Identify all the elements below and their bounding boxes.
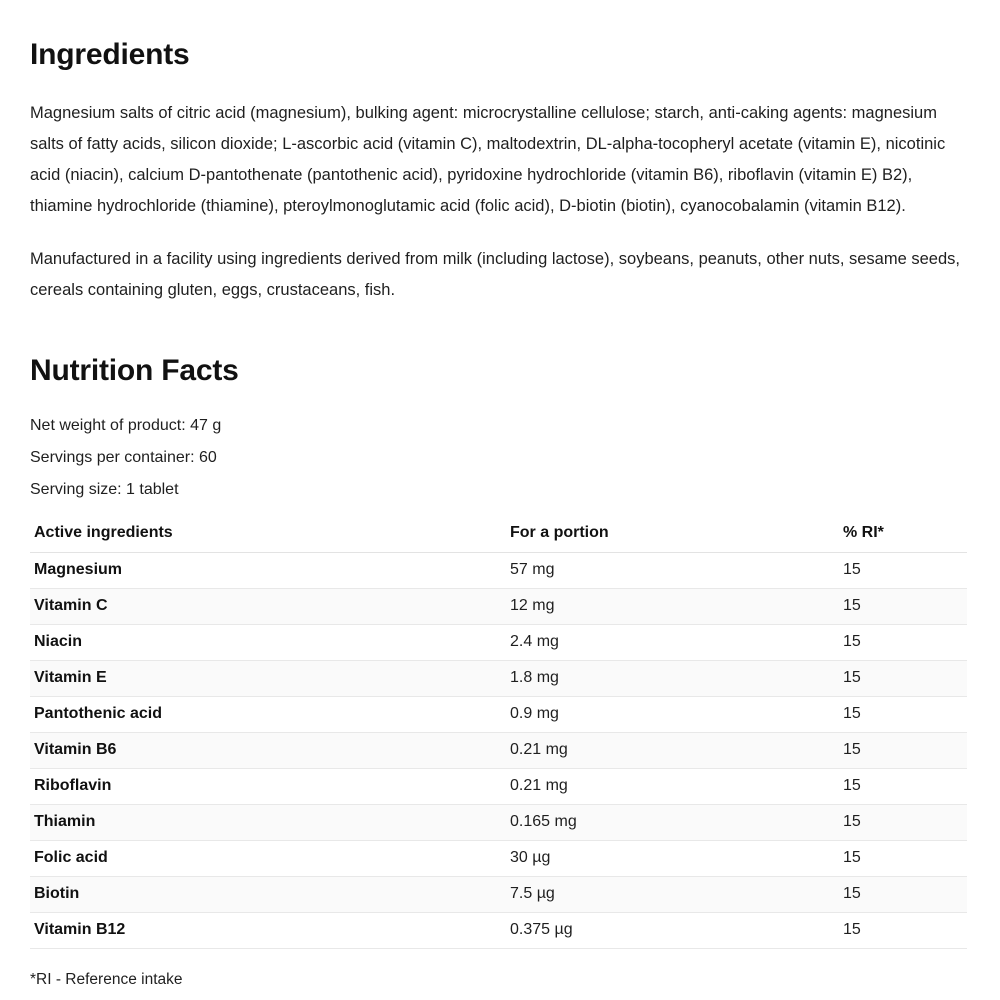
row-ingredient-name: Riboflavin bbox=[30, 769, 506, 805]
serving-size-line: Serving size: 1 tablet bbox=[30, 481, 179, 498]
table-row bbox=[30, 841, 967, 877]
row-ri-value: 15 bbox=[839, 661, 967, 697]
column-header-ri: % RI* bbox=[839, 518, 967, 553]
net-weight-line: Net weight of product: 47 g bbox=[30, 417, 222, 434]
row-portion-value: 2.4 mg bbox=[506, 625, 839, 661]
row-ingredient-name: Vitamin C bbox=[30, 589, 506, 625]
table-row bbox=[30, 913, 967, 949]
row-portion-value: 30 µg bbox=[506, 841, 839, 877]
table-row bbox=[30, 733, 967, 769]
row-ingredient-name: Vitamin B6 bbox=[30, 733, 506, 769]
table-row bbox=[30, 805, 967, 841]
row-ri-value: 15 bbox=[839, 805, 967, 841]
table-row bbox=[30, 625, 967, 661]
table-row bbox=[30, 769, 967, 805]
row-portion-value: 7.5 µg bbox=[506, 877, 839, 913]
row-ingredient-name: Folic acid bbox=[30, 841, 506, 877]
row-ri-value: 15 bbox=[839, 589, 967, 625]
row-ingredient-name: Vitamin B12 bbox=[30, 913, 506, 949]
row-portion-value: 0.9 mg bbox=[506, 697, 839, 733]
row-portion-value: 0.165 mg bbox=[506, 805, 839, 841]
ingredients-paragraph: Magnesium salts of citric acid (magnesium), bulking agent: microcrystalline cellulose; starch, anti-caking agents: magnesium salts of fatty acids, silicon dioxide; L-ascorbic acid (vitamin C), maltodextrin, DL-alpha-tocopheryl acetate (vitamin E), nicotinic acid (niacin), calcium D-pantothenate (pantothenic acid), pyridoxine hydrochloride (vitamin B6), riboflavin (vitamin E) B2), thiamine hydrochloride (thiamine), pteroylmonoglutamic acid (folic acid), D-biotin (biotin), cyanocobalamin (vitamin B12). bbox=[30, 104, 946, 215]
row-ri-value: 15 bbox=[839, 913, 967, 949]
row-ingredient-name: Niacin bbox=[30, 625, 506, 661]
row-ingredient-name: Magnesium bbox=[30, 553, 506, 589]
row-ri-value: 15 bbox=[839, 697, 967, 733]
row-portion-value: 57 mg bbox=[506, 553, 839, 589]
table-header-row bbox=[30, 518, 967, 553]
allergen-paragraph: Manufactured in a facility using ingredients derived from milk (including lactose), soybeans, peanuts, other nuts, sesame seeds, cereals containing gluten, eggs, crustaceans, fish. bbox=[30, 250, 960, 299]
row-ingredient-name: Vitamin E bbox=[30, 661, 506, 697]
servings-per-container-line: Servings per container: 60 bbox=[30, 449, 217, 466]
table-row bbox=[30, 697, 967, 733]
row-ingredient-name: Biotin bbox=[30, 877, 506, 913]
ingredients-heading: Ingredients bbox=[30, 38, 190, 71]
column-header-portion: For a portion bbox=[506, 518, 839, 553]
row-ri-value: 15 bbox=[839, 841, 967, 877]
table-row bbox=[30, 877, 967, 913]
table-row bbox=[30, 661, 967, 697]
row-portion-value: 0.21 mg bbox=[506, 769, 839, 805]
nutrition-facts-heading: Nutrition Facts bbox=[30, 354, 239, 387]
ri-footnote: *RI - Reference intake bbox=[30, 971, 183, 988]
row-ri-value: 15 bbox=[839, 733, 967, 769]
nutrition-table-body bbox=[30, 553, 967, 949]
nutrition-facts-table bbox=[30, 518, 967, 949]
row-portion-value: 0.21 mg bbox=[506, 733, 839, 769]
row-portion-value: 12 mg bbox=[506, 589, 839, 625]
row-ingredient-name: Pantothenic acid bbox=[30, 697, 506, 733]
row-ri-value: 15 bbox=[839, 769, 967, 805]
row-portion-value: 1.8 mg bbox=[506, 661, 839, 697]
column-header-active-ingredients: Active ingredients bbox=[30, 518, 506, 553]
row-ingredient-name: Thiamin bbox=[30, 805, 506, 841]
table-row bbox=[30, 589, 967, 625]
table-row bbox=[30, 553, 967, 589]
row-ri-value: 15 bbox=[839, 553, 967, 589]
row-portion-value: 0.375 µg bbox=[506, 913, 839, 949]
row-ri-value: 15 bbox=[839, 625, 967, 661]
row-ri-value: 15 bbox=[839, 877, 967, 913]
